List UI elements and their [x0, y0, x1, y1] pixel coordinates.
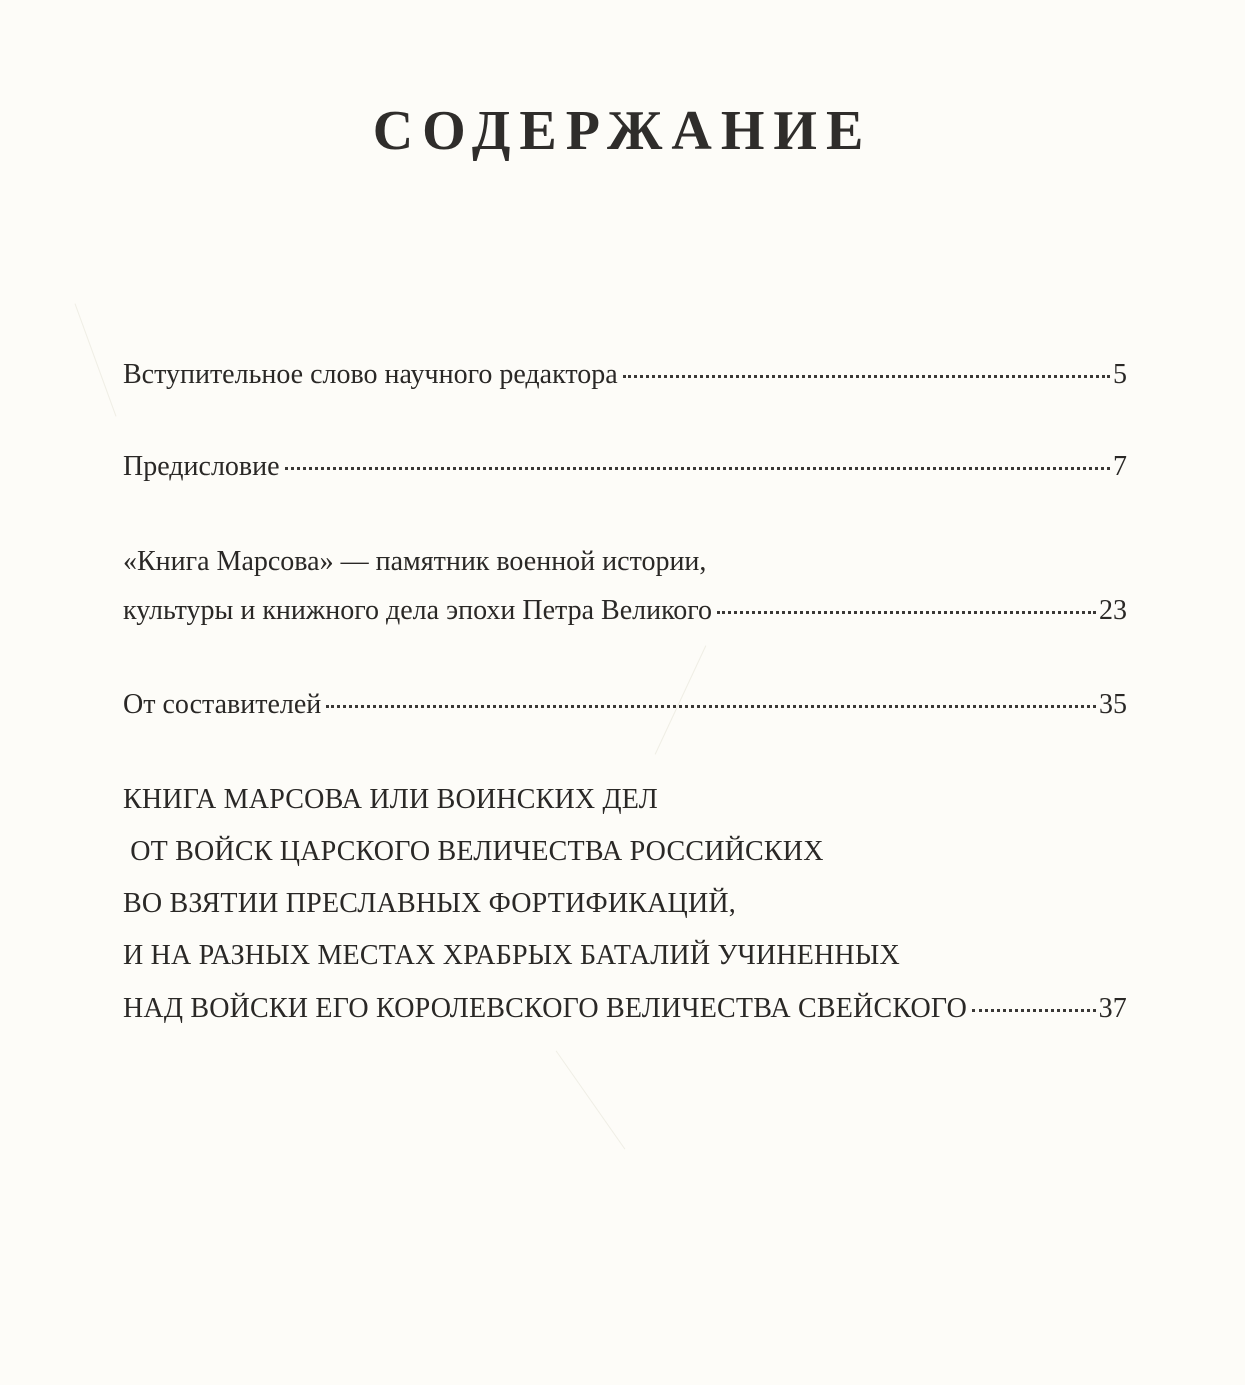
toc-page-number: 35	[1099, 689, 1127, 720]
toc-entry-introductory-word	[123, 358, 1127, 392]
toc-entry-from-compilers	[123, 688, 1127, 722]
dot-leader	[623, 374, 1110, 378]
paper-mark	[75, 303, 117, 416]
paper-mark	[556, 1051, 626, 1150]
toc-page-number: 37	[1098, 993, 1127, 1024]
toc-entry-text: Предисловие	[123, 451, 280, 482]
toc-entry-kniga-marsova-line1: «Книга Марсова» — памятник военной истории,	[123, 546, 707, 577]
toc-entry-main-title-line5	[123, 992, 1127, 1026]
toc-entry-text: Вступительное слово научного редактора	[123, 359, 618, 390]
toc-entry-text: НАД ВОЙСКИ ЕГО КОРОЛЕВСКОГО ВЕЛИЧЕСТВА СВЕЙСКОГО	[123, 993, 968, 1024]
dot-leader	[717, 610, 1096, 614]
toc-entry-kniga-marsova-line2	[123, 594, 1127, 628]
toc-entry-main-title-line3: ВО ВЗЯТИИ ПРЕСЛАВНЫХ ФОРТИФИКАЦИЙ,	[123, 888, 736, 919]
toc-entry-main-title-line4: И НА РАЗНЫХ МЕСТАХ ХРАБРЫХ БАТАЛИЙ УЧИНЕННЫХ	[123, 940, 900, 971]
toc-page-number: 7	[1113, 451, 1127, 482]
toc-page-number: 23	[1099, 595, 1127, 626]
dot-leader	[326, 704, 1096, 708]
toc-entry-main-title-line2: ОТ ВОЙСК ЦАРСКОГО ВЕЛИЧЕСТВА РОССИЙСКИХ	[123, 836, 824, 867]
dot-leader	[285, 466, 1110, 470]
toc-page-number: 5	[1113, 359, 1127, 390]
toc-entry-text: культуры и книжного дела эпохи Петра Великого	[123, 595, 713, 626]
toc-entry-preface	[123, 450, 1127, 484]
dot-leader	[972, 1008, 1096, 1012]
page-title: СОДЕРЖАНИЕ	[372, 100, 873, 162]
toc-entry-text: От составителей	[123, 689, 322, 720]
toc-entry-main-title-line1: КНИГА МАРСОВА ИЛИ ВОИНСКИХ ДЕЛ	[123, 784, 658, 815]
